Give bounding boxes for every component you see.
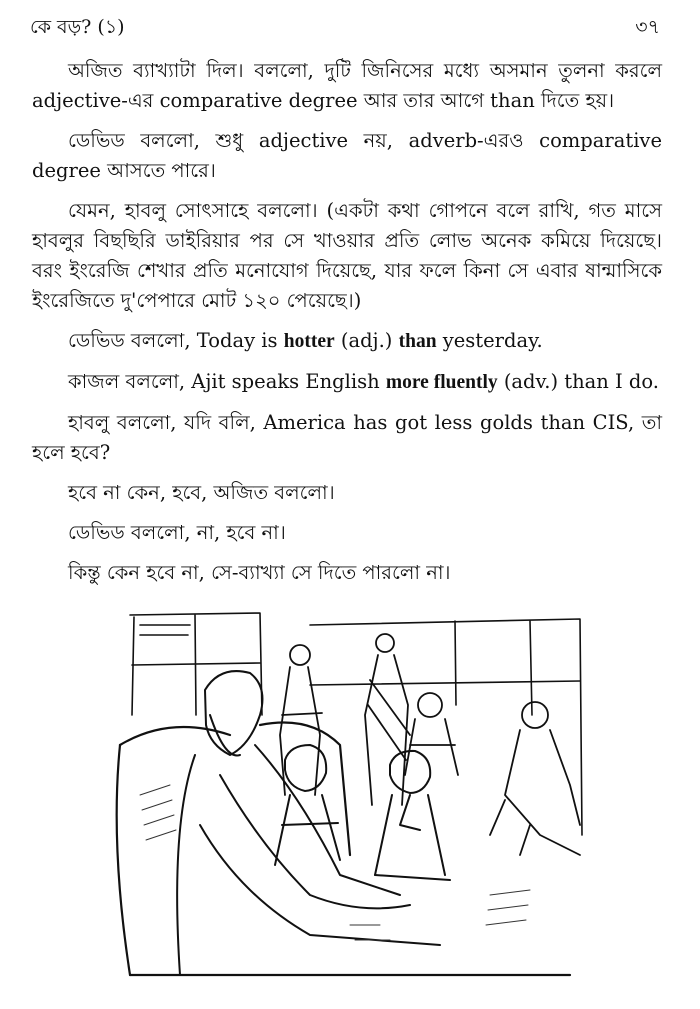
paragraph	[32, 56, 662, 116]
text-segment: (adv.) than I do.	[497, 370, 660, 393]
text-segment: ডেভিড বললো, শুধু adjective নয়, adverb-এরও comparative degree আসতে পারে।	[32, 129, 662, 182]
window-frame-left	[130, 613, 262, 715]
woman-in-sari	[365, 634, 410, 805]
text-segment: যেমন, হাবলু সোৎসাহে বললো। (একটা কথা গোপনে বলে রাখি, গত মাসে হাবলুর বিছছিরি ডাইরিয়ার পর সে খাওয়ার প্রতি লোভ অনেক কমিয়ে দিয়েছে। বরং ইংরেজি শেখার প্রতি মনোযোগ দিয়েছে, যার ফলে কিনা সে এবার ষান্মাসিকে ইংরেজিতে দু'পেপারে মোট ১২০ পেয়েছে।)	[32, 199, 662, 312]
text-segment: হবে না কেন, হবে, অজিত বললো।	[68, 481, 335, 504]
paragraph	[32, 367, 662, 398]
boy-centre	[275, 745, 340, 865]
text-segment: অজিত ব্যাখ্যাটা দিল। বললো, দুটি জিনিসের মধ্যে অসমান তুলনা করলে adjective-এর comparative degree আর তার আগে than দিতে হয়।	[32, 59, 662, 112]
text-segment: (adj.)	[334, 329, 399, 352]
paragraph	[32, 326, 662, 357]
paragraph	[32, 126, 662, 186]
seated-man-right	[490, 702, 580, 855]
paragraph	[32, 408, 662, 468]
bold-text: hotter	[283, 331, 335, 352]
text-segment: ডেভিড বললো, Today is	[68, 329, 284, 352]
seated-man-middle	[405, 693, 458, 775]
text-segment: কাজল বললো, Ajit speaks English	[68, 370, 386, 393]
page-number: ৩৭	[635, 16, 660, 38]
paragraph	[32, 518, 662, 548]
paragraph	[32, 558, 662, 588]
body-text	[32, 56, 662, 598]
bold-text: than	[398, 331, 437, 352]
bold-text: more fluently	[385, 372, 498, 393]
paragraph	[32, 478, 662, 508]
text-segment: হাবলু বললো, যদি বলি, America has got less golds than CIS, তা হলে হবে?	[32, 411, 662, 464]
hatching	[140, 785, 530, 940]
pen-sketch-family-group-icon	[110, 595, 590, 995]
text-segment: ডেভিড বললো, না, হবে না।	[68, 521, 286, 544]
text-segment: yesterday.	[436, 329, 543, 352]
text-segment: কিন্তু কেন হবে না, সে-ব্যাখ্যা সে দিতে পারলো না।	[68, 561, 451, 584]
page-header	[30, 14, 660, 44]
boy-right	[375, 751, 450, 880]
paragraph	[32, 196, 662, 316]
running-title: কে বড়? (১)	[30, 16, 125, 38]
